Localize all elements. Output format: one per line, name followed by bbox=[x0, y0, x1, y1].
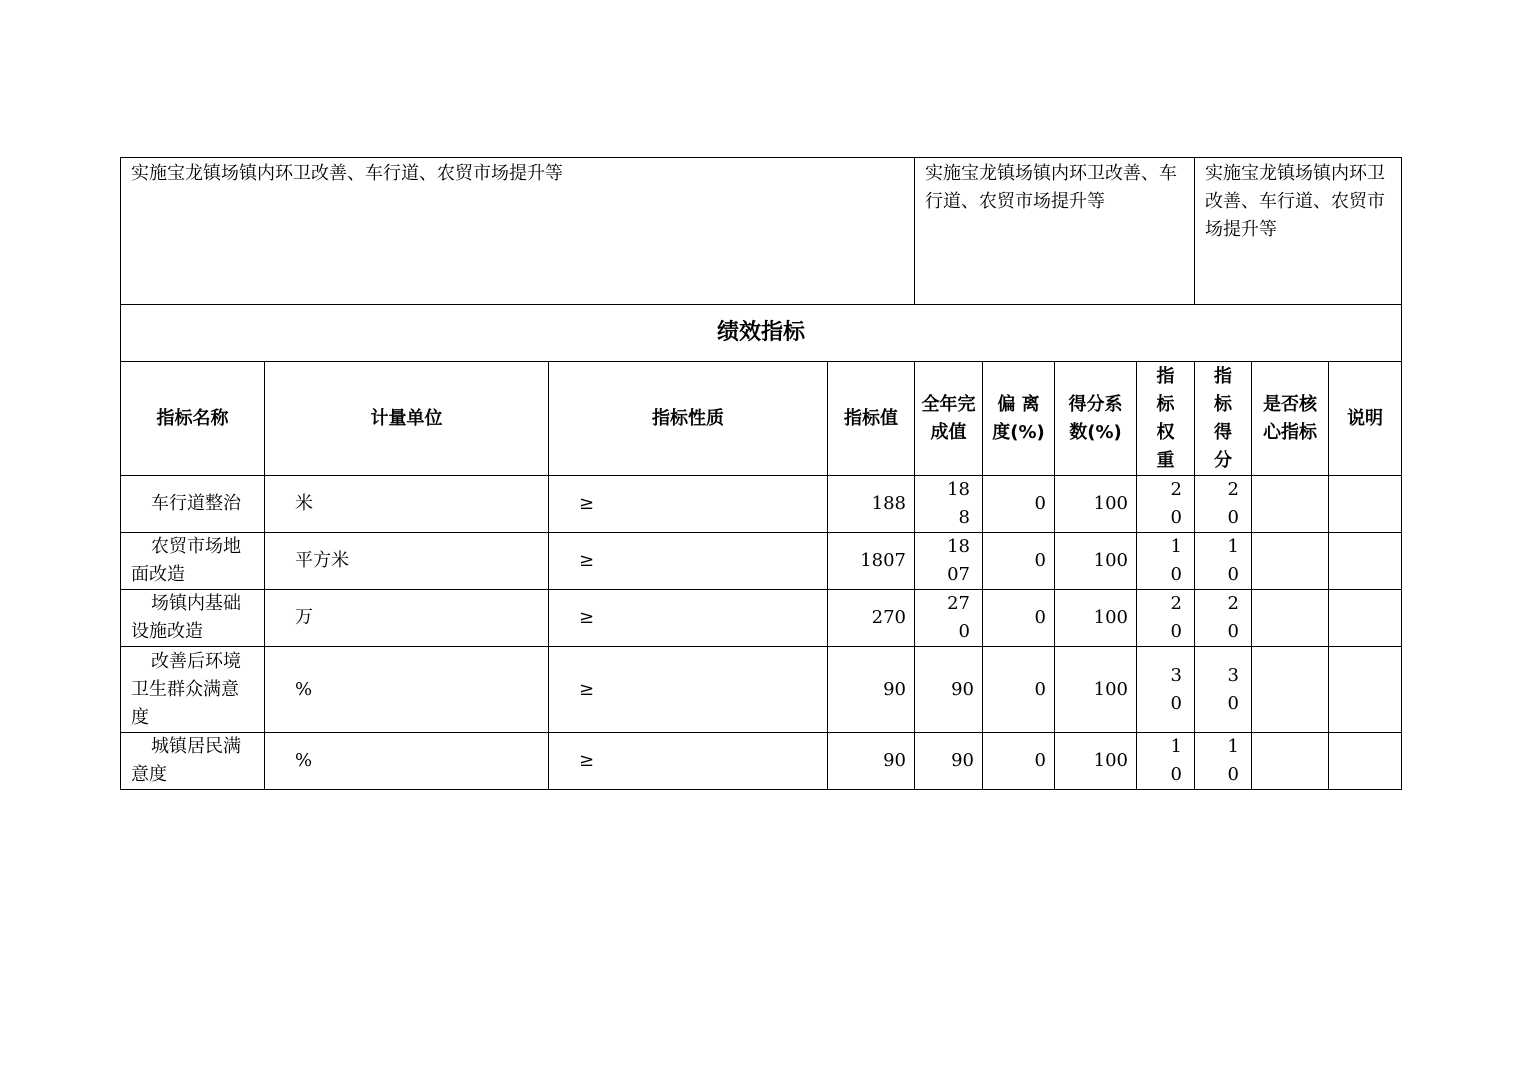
content-right-cell: 实施宝龙镇场镇内环卫改善、车行道、农贸市场提升等 bbox=[1195, 158, 1402, 305]
row-weight: 20 bbox=[1137, 590, 1195, 647]
row-score: 30 bbox=[1195, 647, 1252, 733]
row-deviation: 0 bbox=[983, 476, 1055, 533]
row-score: 10 bbox=[1195, 533, 1252, 590]
row-core bbox=[1252, 476, 1329, 533]
table-row bbox=[121, 533, 1402, 590]
header-unit: 计量单位 bbox=[265, 362, 549, 476]
row-note bbox=[1329, 647, 1402, 733]
row-deviation: 0 bbox=[983, 533, 1055, 590]
section-title-row bbox=[121, 305, 1402, 362]
content-mid-cell: 实施宝龙镇场镇内环卫改善、车行道、农贸市场提升等 bbox=[915, 158, 1195, 305]
row-name: 改善后环境卫生群众满意度 bbox=[121, 647, 265, 733]
header-weight: 指标权重 bbox=[1137, 362, 1195, 476]
header-core: 是否核心指标 bbox=[1252, 362, 1329, 476]
table-row bbox=[121, 590, 1402, 647]
row-nature: ≥ bbox=[549, 647, 828, 733]
row-value: 270 bbox=[828, 590, 915, 647]
row-nature: ≥ bbox=[549, 533, 828, 590]
row-unit: % bbox=[265, 733, 549, 790]
row-value: 188 bbox=[828, 476, 915, 533]
row-deviation: 0 bbox=[983, 733, 1055, 790]
header-name: 指标名称 bbox=[121, 362, 265, 476]
header-deviation: 偏 离 度(%) bbox=[983, 362, 1055, 476]
row-unit: 平方米 bbox=[265, 533, 549, 590]
row-score: 10 bbox=[1195, 733, 1252, 790]
performance-table bbox=[120, 157, 1402, 790]
row-core bbox=[1252, 590, 1329, 647]
header-nature: 指标性质 bbox=[549, 362, 828, 476]
row-nature: ≥ bbox=[549, 733, 828, 790]
row-deviation: 0 bbox=[983, 647, 1055, 733]
section-title: 绩效指标 bbox=[121, 305, 1402, 362]
header-score: 指标得分 bbox=[1195, 362, 1252, 476]
row-core bbox=[1252, 533, 1329, 590]
table-row bbox=[121, 647, 1402, 733]
row-value: 90 bbox=[828, 733, 915, 790]
row-score: 20 bbox=[1195, 476, 1252, 533]
row-name: 城镇居民满意度 bbox=[121, 733, 265, 790]
row-coefficient: 100 bbox=[1055, 590, 1137, 647]
header-coefficient: 得分系数(%) bbox=[1055, 362, 1137, 476]
row-weight: 30 bbox=[1137, 647, 1195, 733]
content-main-cell: 实施宝龙镇场镇内环卫改善、车行道、农贸市场提升等 bbox=[121, 158, 915, 305]
row-value: 1807 bbox=[828, 533, 915, 590]
row-note bbox=[1329, 476, 1402, 533]
table-row bbox=[121, 476, 1402, 533]
row-deviation: 0 bbox=[983, 590, 1055, 647]
table-row bbox=[121, 733, 1402, 790]
header-actual: 全年完成值 bbox=[915, 362, 983, 476]
row-nature: ≥ bbox=[549, 476, 828, 533]
row-coefficient: 100 bbox=[1055, 647, 1137, 733]
row-actual: 270 bbox=[915, 590, 983, 647]
row-actual: 90 bbox=[915, 733, 983, 790]
row-coefficient: 100 bbox=[1055, 733, 1137, 790]
row-actual: 188 bbox=[915, 476, 983, 533]
header-row bbox=[121, 362, 1402, 476]
row-actual: 1807 bbox=[915, 533, 983, 590]
row-actual: 90 bbox=[915, 647, 983, 733]
row-core bbox=[1252, 733, 1329, 790]
row-name: 农贸市场地面改造 bbox=[121, 533, 265, 590]
row-value: 90 bbox=[828, 647, 915, 733]
row-note bbox=[1329, 533, 1402, 590]
row-unit: 万 bbox=[265, 590, 549, 647]
row-core bbox=[1252, 647, 1329, 733]
row-coefficient: 100 bbox=[1055, 476, 1137, 533]
header-note: 说明 bbox=[1329, 362, 1402, 476]
row-unit: 米 bbox=[265, 476, 549, 533]
row-nature: ≥ bbox=[549, 590, 828, 647]
row-note bbox=[1329, 733, 1402, 790]
row-name: 车行道整治 bbox=[121, 476, 265, 533]
row-coefficient: 100 bbox=[1055, 533, 1137, 590]
row-weight: 20 bbox=[1137, 476, 1195, 533]
row-name: 场镇内基础设施改造 bbox=[121, 590, 265, 647]
content-row bbox=[121, 158, 1402, 305]
row-unit: % bbox=[265, 647, 549, 733]
row-weight: 10 bbox=[1137, 533, 1195, 590]
row-weight: 10 bbox=[1137, 733, 1195, 790]
row-score: 20 bbox=[1195, 590, 1252, 647]
header-value: 指标值 bbox=[828, 362, 915, 476]
row-note bbox=[1329, 590, 1402, 647]
